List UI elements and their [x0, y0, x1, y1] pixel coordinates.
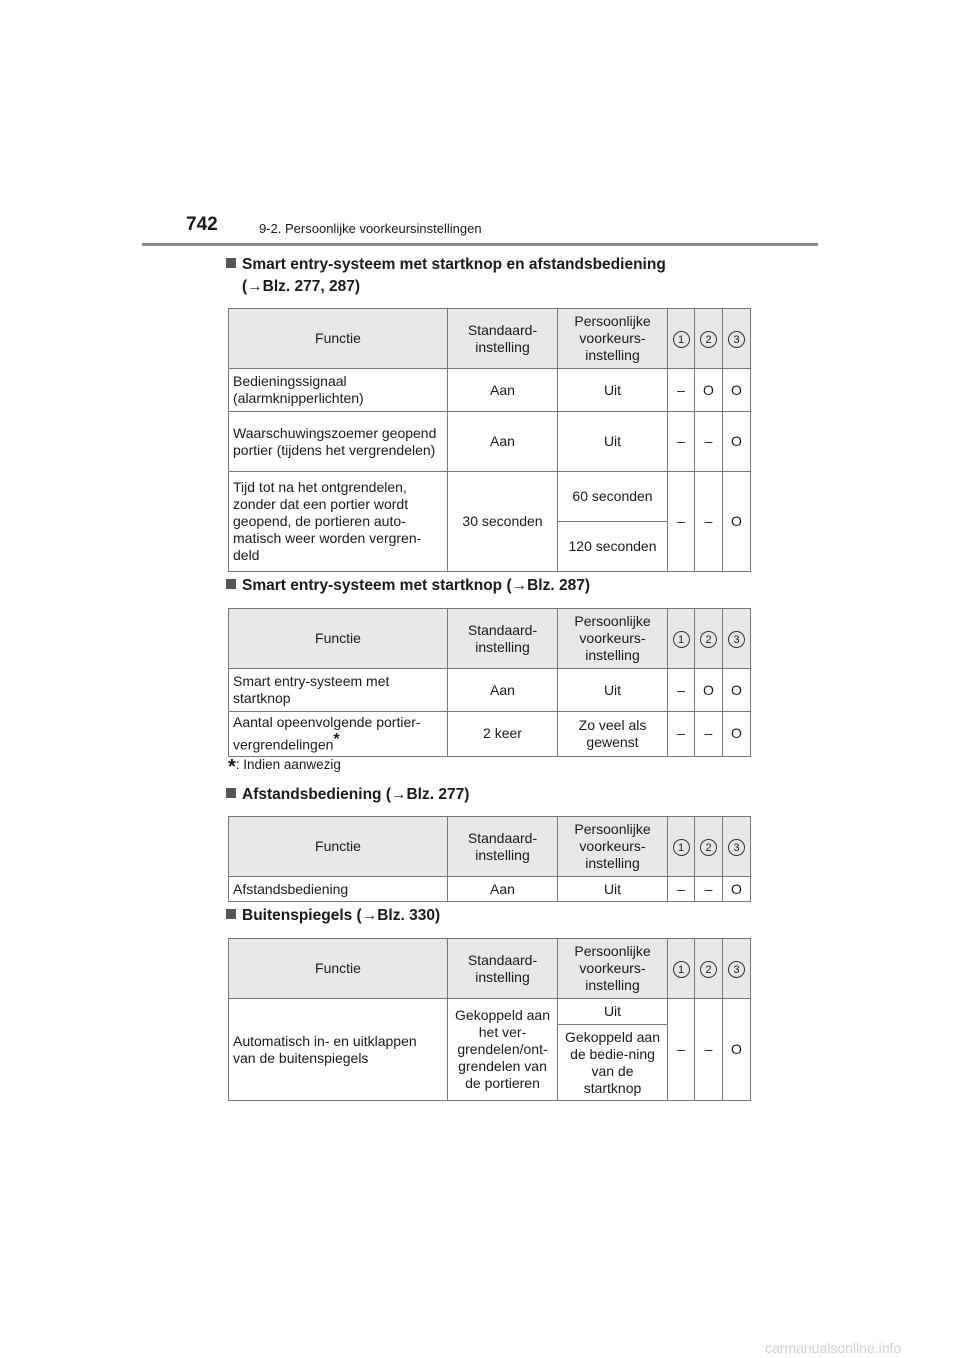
cell-functie: Tijd tot na het ontgrendelen, zonder dat een portier wordt geopend, de portieren auto-matisch weer worden vergren-deld [229, 472, 448, 572]
cell-functie [229, 712, 448, 757]
cell-c3: O [723, 472, 751, 572]
cell-c2: – [695, 472, 723, 572]
cell-c1: – [668, 712, 695, 757]
cell-c1: – [668, 472, 695, 572]
cell-persoonlijk: Gekoppeld aan de bedie-ning van de startknop [558, 1025, 668, 1101]
table-row [229, 712, 751, 757]
cell-c2: O [695, 369, 723, 412]
cell-c2: – [695, 999, 723, 1101]
col-standaard: Standaard-instelling [448, 817, 558, 877]
chapter-title: 9-2. Persoonlijke voorkeursinstellingen [259, 221, 482, 236]
cell-c3: O [723, 369, 751, 412]
cell-c1: – [668, 369, 695, 412]
cell-standaard: 2 keer [448, 712, 558, 757]
circled-1-icon: 1 [673, 961, 690, 978]
heading-text: Smart entry-systeem met startknop en afstandsbediening [242, 256, 666, 273]
cell-functie: Smart entry-systeem met startknop [229, 669, 448, 712]
cell-standaard: Aan [448, 369, 558, 412]
footnote-star: * [228, 756, 236, 778]
table-header-row [229, 817, 751, 877]
cell-c3: O [723, 712, 751, 757]
section-heading [226, 784, 469, 806]
cell-standaard: Gekoppeld aan het ver-grendelen/ont-grendelen van de portieren [448, 999, 558, 1101]
col-functie: Functie [229, 309, 448, 369]
heading-ref: (→Blz. 277, 287) [242, 278, 361, 295]
col-functie: Functie [229, 817, 448, 877]
cell-standaard: 30 seconden [448, 472, 558, 572]
table-header-row [229, 309, 751, 369]
page-number: 742 [186, 214, 218, 235]
bullet-square-icon [226, 788, 236, 798]
col-persoonlijk: Persoonlijke voorkeurs-instelling [558, 817, 668, 877]
circled-1-icon: 1 [673, 839, 690, 856]
cell-persoonlijk: Uit [558, 669, 668, 712]
cell-c3: O [723, 669, 751, 712]
table-row [229, 877, 751, 902]
cell-standaard: Aan [448, 877, 558, 902]
table-row [229, 669, 751, 712]
cell-c2: – [695, 712, 723, 757]
circled-3-icon: 3 [728, 331, 745, 348]
header-rule [142, 243, 818, 246]
cell-c1: – [668, 412, 695, 472]
col-persoonlijk: Persoonlijke voorkeurs-instelling [558, 309, 668, 369]
col-functie: Functie [229, 609, 448, 669]
section-heading [226, 254, 666, 298]
col-persoonlijk: Persoonlijke voorkeurs-instelling [558, 939, 668, 999]
cell-persoonlijk: Uit [558, 999, 668, 1025]
settings-table [228, 938, 751, 1101]
settings-table [228, 816, 751, 902]
table-header-row [229, 939, 751, 999]
cell-functie: Afstandsbediening [229, 877, 448, 902]
cell-c3: O [723, 412, 751, 472]
cell-c1: – [668, 669, 695, 712]
cell-persoonlijk: Uit [558, 412, 668, 472]
table-row [229, 412, 751, 472]
table-row [229, 472, 751, 522]
circled-2-icon: 2 [700, 631, 717, 648]
heading-text: Afstandsbediening (→Blz. 277) [242, 786, 470, 803]
table-row [229, 369, 751, 412]
section-heading [226, 575, 590, 597]
table-row [229, 999, 751, 1025]
cell-c2: – [695, 412, 723, 472]
settings-table [228, 608, 751, 757]
footnote-text: : Indien aanwezig [235, 757, 341, 772]
col-standaard: Standaard-instelling [448, 939, 558, 999]
footnote-marker: * [333, 731, 340, 748]
cell-c1: – [668, 877, 695, 902]
cell-c1: – [668, 999, 695, 1101]
cell-persoonlijk: Uit [558, 369, 668, 412]
col-standaard: Standaard-instelling [448, 609, 558, 669]
circled-2-icon: 2 [700, 331, 717, 348]
footnote [228, 756, 341, 779]
cell-c3: O [723, 999, 751, 1101]
bullet-square-icon [226, 579, 236, 589]
circled-2-icon: 2 [700, 961, 717, 978]
section-heading [226, 905, 440, 927]
cell-standaard: Aan [448, 412, 558, 472]
heading-text: Smart entry-systeem met startknop (→Blz. 287) [242, 577, 591, 594]
cell-functie: Waarschuwingszoemer geopend portier (tijdens het vergrendelen) [229, 412, 448, 472]
col-persoonlijk: Persoonlijke voorkeurs-instelling [558, 609, 668, 669]
settings-table [228, 308, 751, 572]
col-functie: Functie [229, 939, 448, 999]
table-header-row [229, 609, 751, 669]
cell-persoonlijk: Zo veel als gewenst [558, 712, 668, 757]
cell-c2: O [695, 669, 723, 712]
circled-1-icon: 1 [673, 631, 690, 648]
bullet-square-icon [226, 258, 236, 268]
watermark: carmanualsonline.info [765, 1340, 902, 1356]
cell-functie: Bedieningssignaal (alarmknipperlichten) [229, 369, 448, 412]
circled-2-icon: 2 [700, 839, 717, 856]
cell-functie: Automatisch in- en uitklappen van de buitenspiegels [229, 999, 448, 1101]
cell-standaard: Aan [448, 669, 558, 712]
cell-persoonlijk: Uit [558, 877, 668, 902]
cell-persoonlijk: 60 seconden [558, 472, 668, 522]
heading-text: Buitenspiegels (→Blz. 330) [242, 907, 441, 924]
bullet-square-icon [226, 909, 236, 919]
circled-1-icon: 1 [673, 331, 690, 348]
cell-c2: – [695, 877, 723, 902]
cell-persoonlijk: 120 seconden [558, 522, 668, 572]
circled-3-icon: 3 [728, 631, 745, 648]
circled-3-icon: 3 [728, 961, 745, 978]
cell-c3: O [723, 877, 751, 902]
functie-text: Aantal opeenvolgende portier-vergrendelingen [233, 714, 421, 753]
col-standaard: Standaard-instelling [448, 309, 558, 369]
circled-3-icon: 3 [728, 839, 745, 856]
